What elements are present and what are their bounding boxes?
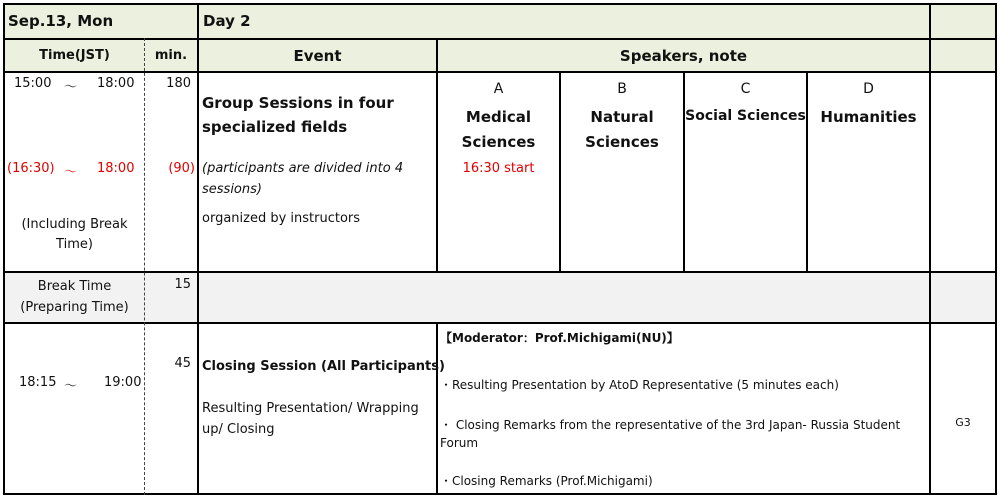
group-b-name-1: Natural <box>590 108 654 126</box>
row1-event-note-3: organized by instructors <box>202 211 361 226</box>
row1-time2-end: 18:00 <box>97 161 135 176</box>
row3-event-note-1: Resulting Presentation/ Wrapping <box>202 401 419 416</box>
rule-event-speakers <box>436 38 438 273</box>
row1-time2-start: (16:30) <box>7 161 55 176</box>
closing-item-3: ・Closing Remarks (Prof.Michigami) <box>440 474 653 488</box>
day-label: Day 2 <box>203 12 251 30</box>
group-d-letter: D <box>863 81 874 97</box>
group-c-name-1: Social Sciences <box>685 108 806 124</box>
group-a-name-2: Sciences <box>461 133 536 151</box>
row3-tilde: ～ <box>64 379 78 394</box>
rule-time-event <box>197 3 199 495</box>
row1-tilde: ～ <box>64 80 78 95</box>
group-c-letter: C <box>740 81 751 97</box>
group-a-name-1: Medical <box>465 108 532 126</box>
group-d-name-1: Humanities <box>820 108 917 126</box>
row1-min: 180 <box>166 76 191 91</box>
row1-time2-tilde: ～ <box>64 165 78 180</box>
rule-columns <box>3 71 997 73</box>
col-time-header: Time(JST) <box>39 48 110 63</box>
break-label-1: Break Time <box>37 279 112 294</box>
col-event-header: Event <box>293 47 342 65</box>
rule-header <box>3 38 997 40</box>
break-label-2: (Preparing Time) <box>20 300 129 315</box>
row1-break-note-1: (Including Break <box>21 217 128 232</box>
rule-row1 <box>3 271 997 273</box>
row1-event-title-2: specialized fields <box>202 118 348 136</box>
col-min-header: min. <box>154 48 188 63</box>
border-right <box>995 3 997 495</box>
border-top <box>3 3 997 5</box>
closing-item-1: ・Resulting Presentation by AtoD Representative (5 minutes each) <box>440 378 839 392</box>
row3-event-title: Closing Session (All Participants) <box>202 359 445 374</box>
row1-min2: (90) <box>168 161 195 176</box>
room-label: G3 <box>955 416 971 429</box>
closing-item-2-line-1: ・ Closing Remarks from the representative of the 3rd Japan- Russia Student <box>440 418 901 432</box>
rule-group-cd <box>806 71 808 273</box>
rule-time-min <box>144 38 145 495</box>
col-speakers-header: Speakers, note <box>619 47 748 65</box>
row3-time-start: 18:15 <box>19 375 57 390</box>
row3-event-note-2: up/ Closing <box>202 422 275 437</box>
rule-group-bc <box>683 71 685 273</box>
date-label: Sep.13, Mon <box>8 12 114 30</box>
row1-event-title-1: Group Sessions in four <box>202 94 394 112</box>
rule-group-ab <box>559 71 561 273</box>
group-a-note: 16:30 start <box>462 161 535 176</box>
moderator-label: 【Moderator：Prof.Michigami(NU)】 <box>440 331 679 345</box>
group-a-letter: A <box>493 81 504 97</box>
row1-break-note-2: Time) <box>56 237 93 252</box>
border-bottom <box>3 493 997 495</box>
row1-event-note-1: (participants are divided into 4 <box>202 161 404 176</box>
closing-item-2-line-2: Forum <box>440 436 479 450</box>
row3-min: 45 <box>174 356 191 371</box>
group-b-name-2: Sciences <box>585 133 659 151</box>
row1-time-start: 15:00 <box>14 76 52 91</box>
rule-row2 <box>3 322 997 324</box>
group-b-letter: B <box>617 81 627 97</box>
row1-event-note-2: sessions) <box>202 182 262 197</box>
row1-time-end: 18:00 <box>97 76 135 91</box>
rule-event-speakers-3 <box>436 322 438 495</box>
break-min: 15 <box>174 277 191 292</box>
row3-time-end: 19:00 <box>104 375 142 390</box>
